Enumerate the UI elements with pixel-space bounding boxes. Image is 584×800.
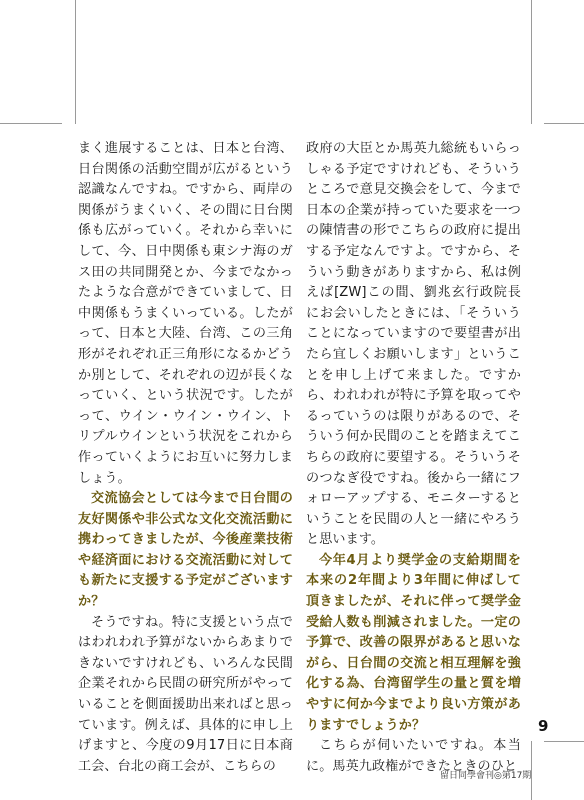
crop-mark-top-right-horizontal — [544, 123, 584, 124]
left-column — [78, 139, 293, 777]
right-column — [306, 139, 521, 777]
answer-paragraph: こちらが伺いたいですね。本当に。馬英九政権ができたときのひと — [306, 738, 521, 774]
crop-mark-top-right-vertical — [531, 0, 532, 124]
answer-paragraph: そうですね。特に支援という点ではわれわれ予算がないからあまりできないですけれども、いろんな民間企業それから民間の研究所がやっていることを側面援助出来ればと思っています。例えば、具体的に申し上げますと、今度の9月17日に日本商工会、台北の商工会が、こちらの — [78, 614, 293, 774]
crop-mark-bottom-right-horizontal — [544, 741, 584, 742]
crop-mark-top-left-vertical — [75, 0, 76, 124]
footer-publication-title: 留日同學會刊◎第17期 — [440, 771, 532, 781]
answer-paragraph: まく進展することは、日本と台湾、日台関係の活動空間が広がるという認識なんですね。ですから、両岸の関係がうまくいく、その間に日台関係も広がっていく。それから幸いにして、今、日中関係も東シナ海のガス田の共同開発とか、今までなかったような合意ができていまして、日中関係もうまくいっている。したがって、日本と大陸、台湾、この三角形がそれぞれ正三角形になるかどうか別として、それぞれの辺が長くなっていく、という状況です。したがって、ウイン・ウイン・ウイン、トリプルウインという状況をこれから作っていくようにお互いに努力しましょう。 — [78, 141, 293, 486]
answer-paragraph: 政府の大臣とか馬英九総統もいらっしゃる予定ですけれども、そういうところで意見交換会をして、今まで日本の企業が持っていた要求を一つの陳情書の形でこちらの政府に提出する予定なんですよ。ですから、そういう動きがありますから、私は例えば[ZW]この間、劉兆玄行政院長にお会いしたときには、「そういうことになっていますので要望書が出たら宜しくお願いします」ということを申し上げて来ました。ですから、われわれが特に予算を取ってやるっていうのは限りがあるので、そういう何か民間のことを踏まえてこちらの政府に要望する。そういうそのつなぎ役ですね。後から一緒にフォローアップする、モニターするということを民間の人と一緒にやろうと思います。 — [306, 141, 521, 548]
question-paragraph: 交流協会としては今まで日台間の友好関係や非公式な文化交流活動に携わってきましたが、今後産業技術や経済面における交流活動に対しても新たに支援する予定がございますか？ — [78, 491, 293, 610]
crop-mark-top-left-horizontal — [0, 123, 62, 124]
question-paragraph: 今年4月より奨学金の支給期間を本来の2年間より3年間に伸ばして頂きましたが、それに伴って奨学金受給人数も削減されました。一定の予算で、改善の限界があると思いながら、日台間の交流と相互理解を強化する為、台湾留学生の量と質を増やすに何か今までより良い方策がありますでしょうか？ — [306, 552, 521, 733]
page-number: 9 — [538, 717, 549, 735]
